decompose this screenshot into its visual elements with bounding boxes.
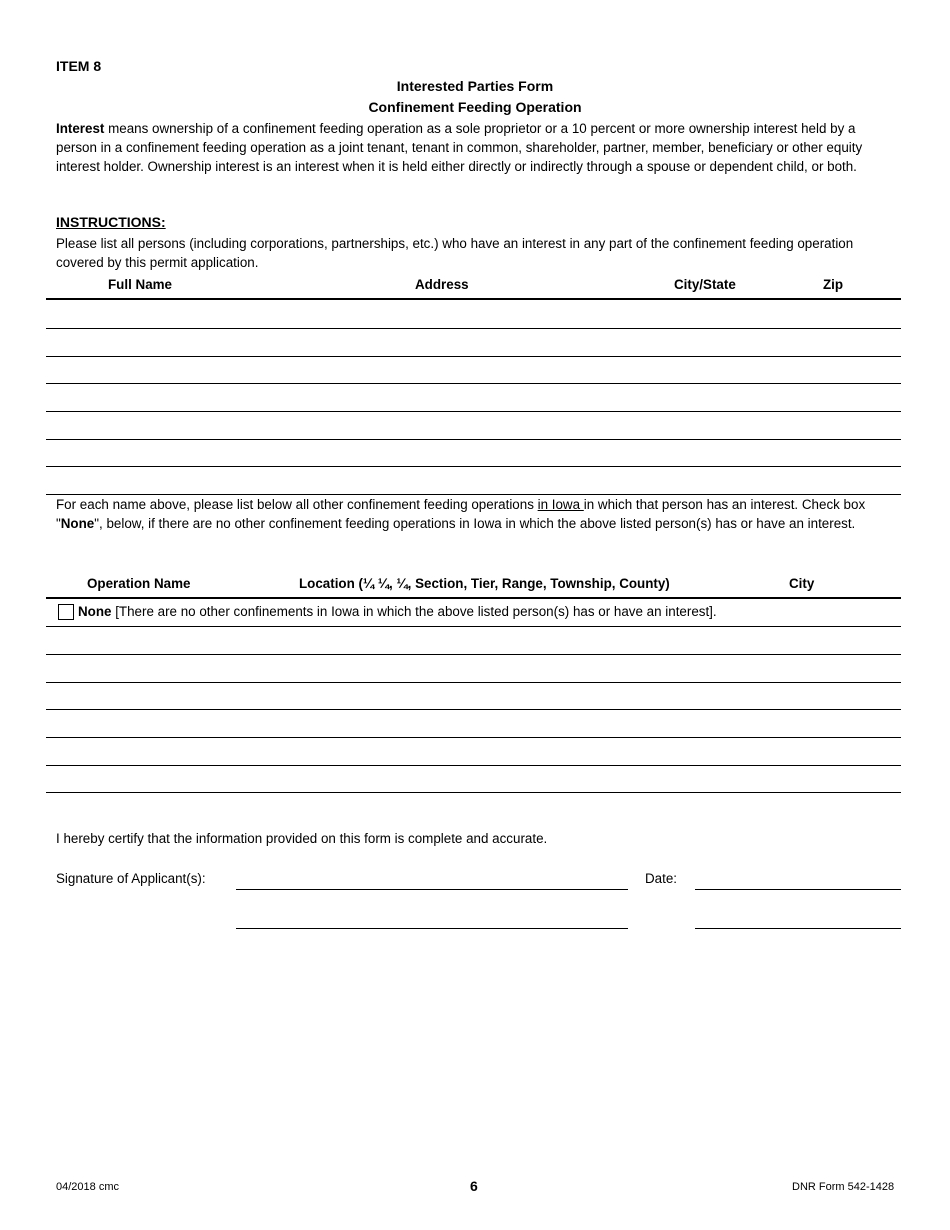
- certification-statement: I hereby certify that the information provided on this form is complete and accurate.: [56, 831, 548, 846]
- definition-text: means ownership of a confinement feeding operation as a sole proprietor or a 10 percent or more ownership interest held by a person in a confinement feeding operation as a joint tenant, tenant in common, shareholder, partner, member, beneficiary or other equity interest holder. Ownership interest is an interest when it is held either directly or indirectly through a spouse or dependent child, or both.: [56, 121, 863, 174]
- table2-header-rule: [46, 597, 901, 599]
- none-label: None: [78, 604, 112, 619]
- other-ops-text: For each name above, please list below all other confinement feeding operations: [56, 497, 538, 512]
- item-number: ITEM 8: [56, 58, 102, 74]
- other-ops-text: in which that person has an interest. Check box ": [56, 497, 866, 531]
- table2-row-line[interactable]: [46, 654, 901, 655]
- date-line[interactable]: [695, 889, 901, 890]
- other-ops-text: ", below, if there are no other confinement feeding operations in Iowa in which the above listed person(s) has or have an interest.: [94, 516, 856, 531]
- table2-row-line[interactable]: [46, 709, 901, 710]
- footer-revision: 04/2018 cmc: [56, 1181, 119, 1193]
- in-iowa-underlined: in Iowa: [537, 497, 584, 512]
- col-location: Location (¼ ¼, ¼, Section, Tier, Range, Township, County): [299, 576, 670, 591]
- none-bold: None: [60, 516, 95, 531]
- date-line-2[interactable]: [695, 928, 901, 929]
- form-title: Interested Parties Form: [396, 78, 554, 94]
- table1-row-line[interactable]: [46, 466, 901, 467]
- footer-form-number: DNR Form 542-1428: [792, 1181, 895, 1193]
- interest-definition: [56, 119, 894, 176]
- signature-label: Signature of Applicant(s):: [56, 871, 206, 886]
- instructions-heading: INSTRUCTIONS:: [56, 214, 166, 230]
- none-option: [78, 604, 717, 619]
- date-label: Date:: [645, 871, 678, 886]
- table2-row-line[interactable]: [46, 682, 901, 683]
- none-description: [There are no other confinements in Iowa in which the above listed person(s) has or have an interest].: [111, 604, 717, 619]
- instructions-text: Please list all persons (including corporations, partnerships, etc.) who have an interest in any part of the confinement feeding operation covered by this permit application.: [56, 236, 854, 270]
- definition-term: Interest: [56, 121, 105, 136]
- col-city-state: City/State: [674, 277, 736, 292]
- table1-header-rule: [46, 298, 901, 300]
- signature-line[interactable]: [236, 889, 628, 890]
- form-subtitle: Confinement Feeding Operation: [368, 99, 582, 115]
- table1-row-line[interactable]: [46, 356, 901, 357]
- col-full-name: Full Name: [108, 277, 172, 292]
- col-city: City: [789, 576, 815, 591]
- col-operation-name: Operation Name: [87, 576, 191, 591]
- page-number: 6: [470, 1178, 478, 1194]
- none-checkbox[interactable]: [58, 604, 74, 620]
- signature-line-2[interactable]: [236, 928, 628, 929]
- other-operations-instructions: [56, 495, 894, 533]
- table1-row-line[interactable]: [46, 439, 901, 440]
- col-address: Address: [415, 277, 469, 292]
- col-zip: Zip: [823, 277, 844, 292]
- table1-row-line[interactable]: [46, 328, 901, 329]
- table2-row-line[interactable]: [46, 737, 901, 738]
- table1-row-line[interactable]: [46, 411, 901, 412]
- table2-row-line[interactable]: [46, 792, 901, 793]
- table1-row-line[interactable]: [46, 383, 901, 384]
- table2-row-line[interactable]: [46, 765, 901, 766]
- table2-row-line[interactable]: [46, 626, 901, 627]
